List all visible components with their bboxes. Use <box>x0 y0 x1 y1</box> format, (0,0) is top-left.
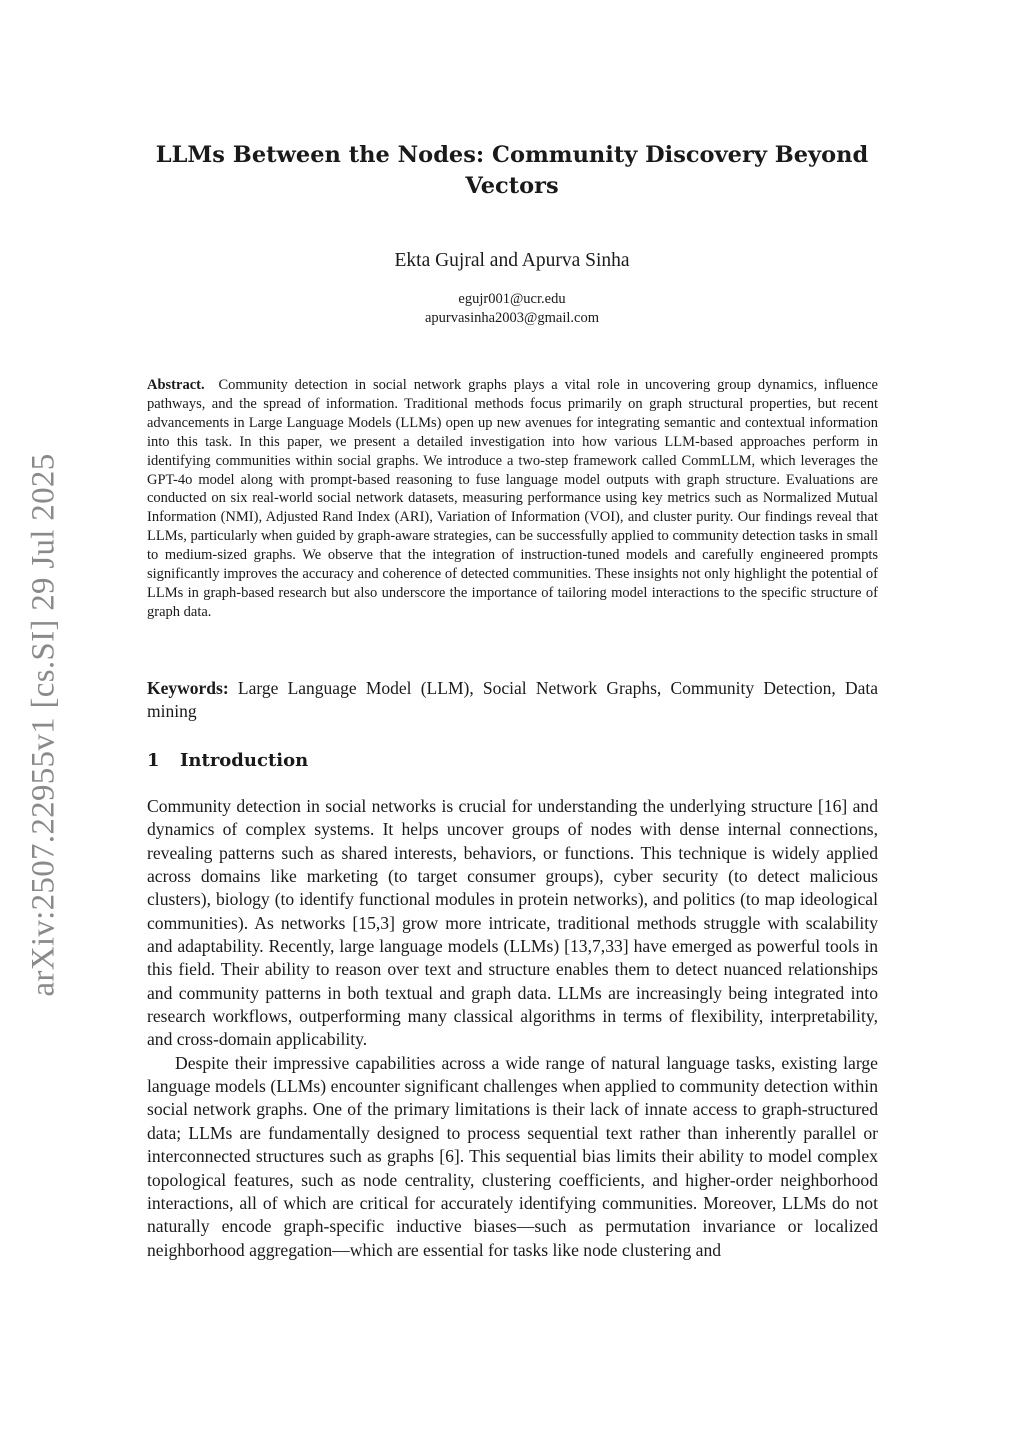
keywords-label: Keywords: <box>147 678 229 698</box>
author-emails <box>130 290 894 328</box>
abstract-label: Abstract. <box>147 377 205 393</box>
abstract-text: Community detection in social network graphs plays a vital role in uncovering group dynamics, influence pathways, and the spread of information. Traditional methods focus primarily on graph structural properties, but recent advancements in Large Language Models (LLMs) open up new avenues for integrating semantic and contextual information into this task. In this paper, we present a detailed investigation into how various LLM-based approaches perform in identifying communities within social graphs. We introduce a two-step framework called CommLLM, which leverages the GPT-4o model along with prompt-based reasoning to fuse language model outputs with graph structure. Evaluations are conducted on six real-world social network datasets, measuring performance using key metrics such as Normalized Mutual Information (NMI), Adjusted Rand Index (ARI), Variation of Information (VOI), and cluster purity. Our findings reveal that LLMs, particularly when guided by graph-aware strategies, can be successfully applied to community detection tasks in small to medium-sized graphs. We observe that the integration of instruction-tuned models and carefully engineered prompts significantly improves the accuracy and coherence of detected communities. These insights not only highlight the potential of LLMs in graph-based research but also underscore the importance of tailoring model interactions to the specific structure of graph data. <box>147 377 878 620</box>
keywords-text: Large Language Model (LLM), Social Network Graphs, Community Detection, Data mining <box>147 678 879 722</box>
body-paragraph-1: Community detection in social networks is crucial for understanding the underlying structure [16] and dynamics of complex systems. It helps uncover groups of nodes with dense internal connections, revealing patterns such as shared interests, behaviors, or functions. This technique is widely applied across domains like marketing (to target consumer groups), cyber security (to detect malicious clusters), biology (to identify functional modules in protein networks), and politics (to map ideological communities). As networks [15,3] grow more intricate, traditional methods struggle with scalability and adaptability. Recently, large language models (LLMs) [13,7,33] have emerged as powerful tools in this field. Their ability to reason over text and structure enables them to detect nuanced relationships and community patterns in both textual and graph data. LLMs are increasingly being integrated into research workflows, outperforming many classical algorithms in terms of flexibility, interpretability, and cross-domain applicability. <box>147 796 878 1050</box>
paper-authors: Ekta Gujral and Apurva Sinha <box>394 250 630 271</box>
keywords <box>147 677 878 724</box>
body-paragraph-2: Despite their impressive capabilities across a wide range of natural language tasks, existing large language models (LLMs) encounter significant challenges when applied to community detection within social network graphs. One of the primary limitations is their lack of innate access to graph-structured data; LLMs are fundamentally designed to process sequential text rather than inherently parallel or interconnected structures such as graphs [6]. This sequential bias limits their ability to model complex topological features, such as node centrality, clustering coefficients, and higher-order neighborhood interactions, all of which are critical for accurately identifying communities. Moreover, LLMs do not naturally encode graph-specific inductive biases—such as permutation invariance or localized neighborhood aggregation—which are essential for tasks like node clustering and <box>147 1052 878 1260</box>
abstract <box>147 376 878 622</box>
author-email-1: egujr001@ucr.edu <box>458 291 566 307</box>
arxiv-identifier-stamp: arXiv:2507.22955v1 [cs.SI] 29 Jul 2025 <box>25 453 62 997</box>
section-title: Introduction <box>180 750 309 771</box>
introduction-body <box>147 795 878 1262</box>
section-heading-introduction <box>147 750 308 771</box>
paper-title: LLMs Between the Nodes: Community Discovery Beyond Vectors <box>155 142 869 199</box>
author-email-2: apurvasinha2003@gmail.com <box>424 310 600 326</box>
section-number: 1 <box>147 750 160 771</box>
